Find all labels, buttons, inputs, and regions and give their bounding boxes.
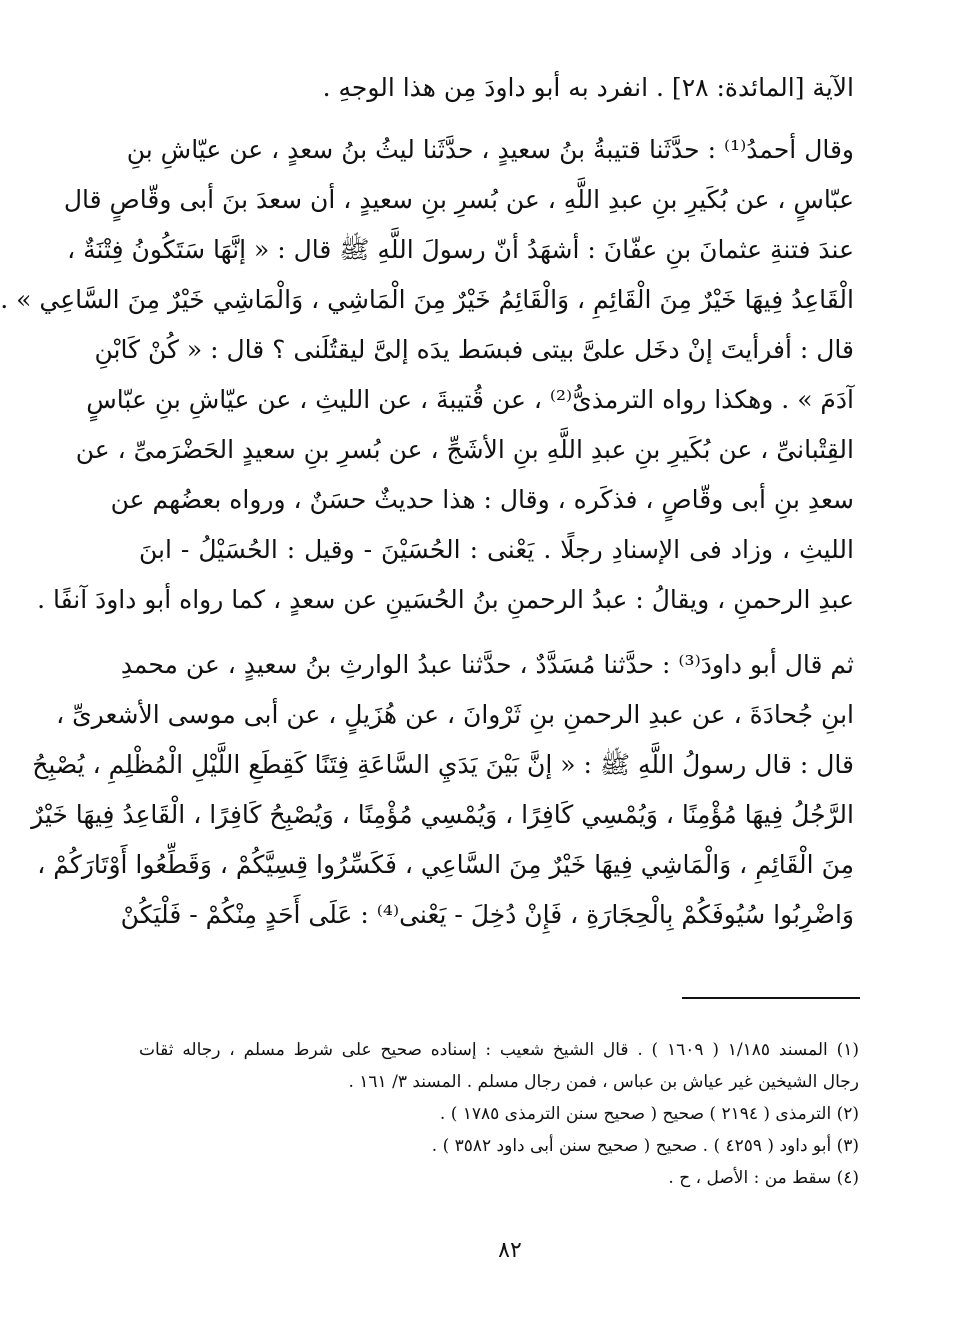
footnote-line: (٤) سقط من : الأصل ، ح . — [668, 1168, 859, 1188]
body-line: الْقَاعِدُ فِيهَا خَيْرٌ مِنَ الْقَائِمِ ، وَالْقَائِمُ خَيْرٌ مِنَ الْمَاشِي ، وَالْمَاشِي خَيْرٌ مِنَ السَّاعِي » . — [0, 285, 854, 314]
page-number: ٨٢ — [498, 1238, 522, 1263]
body-line: عبدِ الرحمنِ ، ويقالُ : عبدُ الرحمنِ بنُ الحُسَينِ عن سعدٍ ، كما رواه أبو داودَ آنفًا . — [37, 585, 854, 614]
body-line: مِنَ الْقَائِمِ ، وَالْمَاشِي فِيهَا خَيْرٌ مِنَ السَّاعِي ، فَكَسِّرُوا قِسِيَّكُمْ ، وَقَطِّعُوا أَوْتَارَكُمْ ، — [37, 850, 854, 879]
footnote-separator — [682, 997, 860, 999]
footnote-line: (٢) الترمذى ( ٢١٩٤ ) صحيح ( صحيح سنن الترمذى ١٧٨٥ ) . — [439, 1104, 859, 1124]
body-line: الليثِ ، وزاد فى الإسنادِ رجلًا . يَعْنى : الحُسَيْنَ - وقيل : الحُسَيْلُ - ابنَ — [139, 535, 854, 564]
body-line: وقال أحمدُ⁽¹⁾ : حدَّثَنا قتيبةُ بنُ سعيدٍ ، حدَّثَنا ليثُ بنُ سعدٍ ، عن عيّاشِ بنِ — [126, 135, 854, 164]
footnote-line: (٣) أبو داود ( ٤٢٥٩ ) . صحيح ( صحيح سنن أبى داود ٣٥٨٢ ) . — [431, 1136, 859, 1156]
body-line: وَاضْرِبُوا سُيُوفَكُمْ بِالْحِجَارَةِ ، فَإِنْ دُخِلَ - يَعْنى⁽⁴⁾ : عَلَى أَحَدٍ مِنْكُمْ - فَلْيَكُنْ — [120, 900, 854, 929]
body-line: ثم قال أبو داودَ⁽³⁾ : حدَّثنا مُسَدَّدٌ ، حدَّثنا عبدُ الوارثِ بنُ سعيدٍ ، عن محمدِ — [120, 650, 854, 679]
footnote-line: رجال الشيخين غير عياش بن عباس ، فمن رجال مسلم . المسند ٣/ ١٦١ . — [348, 1072, 859, 1092]
body-line: عبّاسٍ ، عن بُكَيرِ بنِ عبدِ اللَّهِ ، عن بُسرِ بنِ سعيدٍ ، أن سعدَ بنَ أبى وقّاصٍ قال — [63, 185, 854, 214]
body-line: قال : أفرأيتَ إنْ دخَل علىَّ بيتى فبسَط يدَه إلىَّ ليقتُلَنى ؟ قال : « كُنْ كَابْنِ — [94, 335, 854, 364]
body-line: قال : قال رسولُ اللَّهِ ﷺ : « إنَّ بَيْنَ يَدَيِ السَّاعَةِ فِتَنًا كَقِطَعِ اللَّيْلِ الْمُظْلِمِ ، يُصْبِحُ — [32, 750, 854, 779]
body-line: ابنِ جُحادَةَ ، عن عبدِ الرحمنِ بنِ ثَرْوانَ ، عن هُزَيلٍ ، عن أبى موسى الأشعرىِّ ، — [56, 700, 854, 729]
body-line: سعدِ بنِ أبى وقّاصٍ ، فذكَره ، وقال : هذا حديثٌ حسَنٌ ، ورواه بعضُهم عن — [110, 485, 854, 514]
body-line: آدَمَ » . وهكذا رواه الترمذىُّ⁽²⁾ ، عن قُتيبةَ ، عن الليثِ ، عن عيّاشِ بنِ عبّاسٍ — [86, 385, 854, 414]
body-line: القِتْبانىِّ ، عن بُكَيرِ بنِ عبدِ اللَّهِ بنِ الأشَجِّ ، عن بُسرِ بنِ سعيدٍ الحَضْرَمىِّ ، عن — [75, 435, 854, 464]
body-line: الآية [المائدة: ٢٨] . انفرد به أبو داودَ مِن هذا الوجهِ . — [322, 73, 854, 102]
body-line: الرَّجُلُ فِيهَا مُؤْمِنًا ، وَيُمْسِي كَافِرًا ، وَيُمْسِي مُؤْمِنًا ، وَيُصْبِحُ كَافِرًا ، الْقَاعِدُ فِيهَا خَيْرٌ — [31, 800, 854, 829]
body-line: عندَ فتنةِ عثمانَ بنِ عفّانَ : أشهَدُ أنّ رسولَ اللَّهِ ﷺ قال : « إنَّهَا سَتَكُونُ فِتْنَةٌ ، — [67, 235, 854, 264]
footnote-line: (١) المسند ١/١٨٥ ( ١٦٠٩ ) . قال الشيخ شعيب : إسناده صحيح على شرط مسلم ، رجاله ثقات — [139, 1040, 859, 1060]
